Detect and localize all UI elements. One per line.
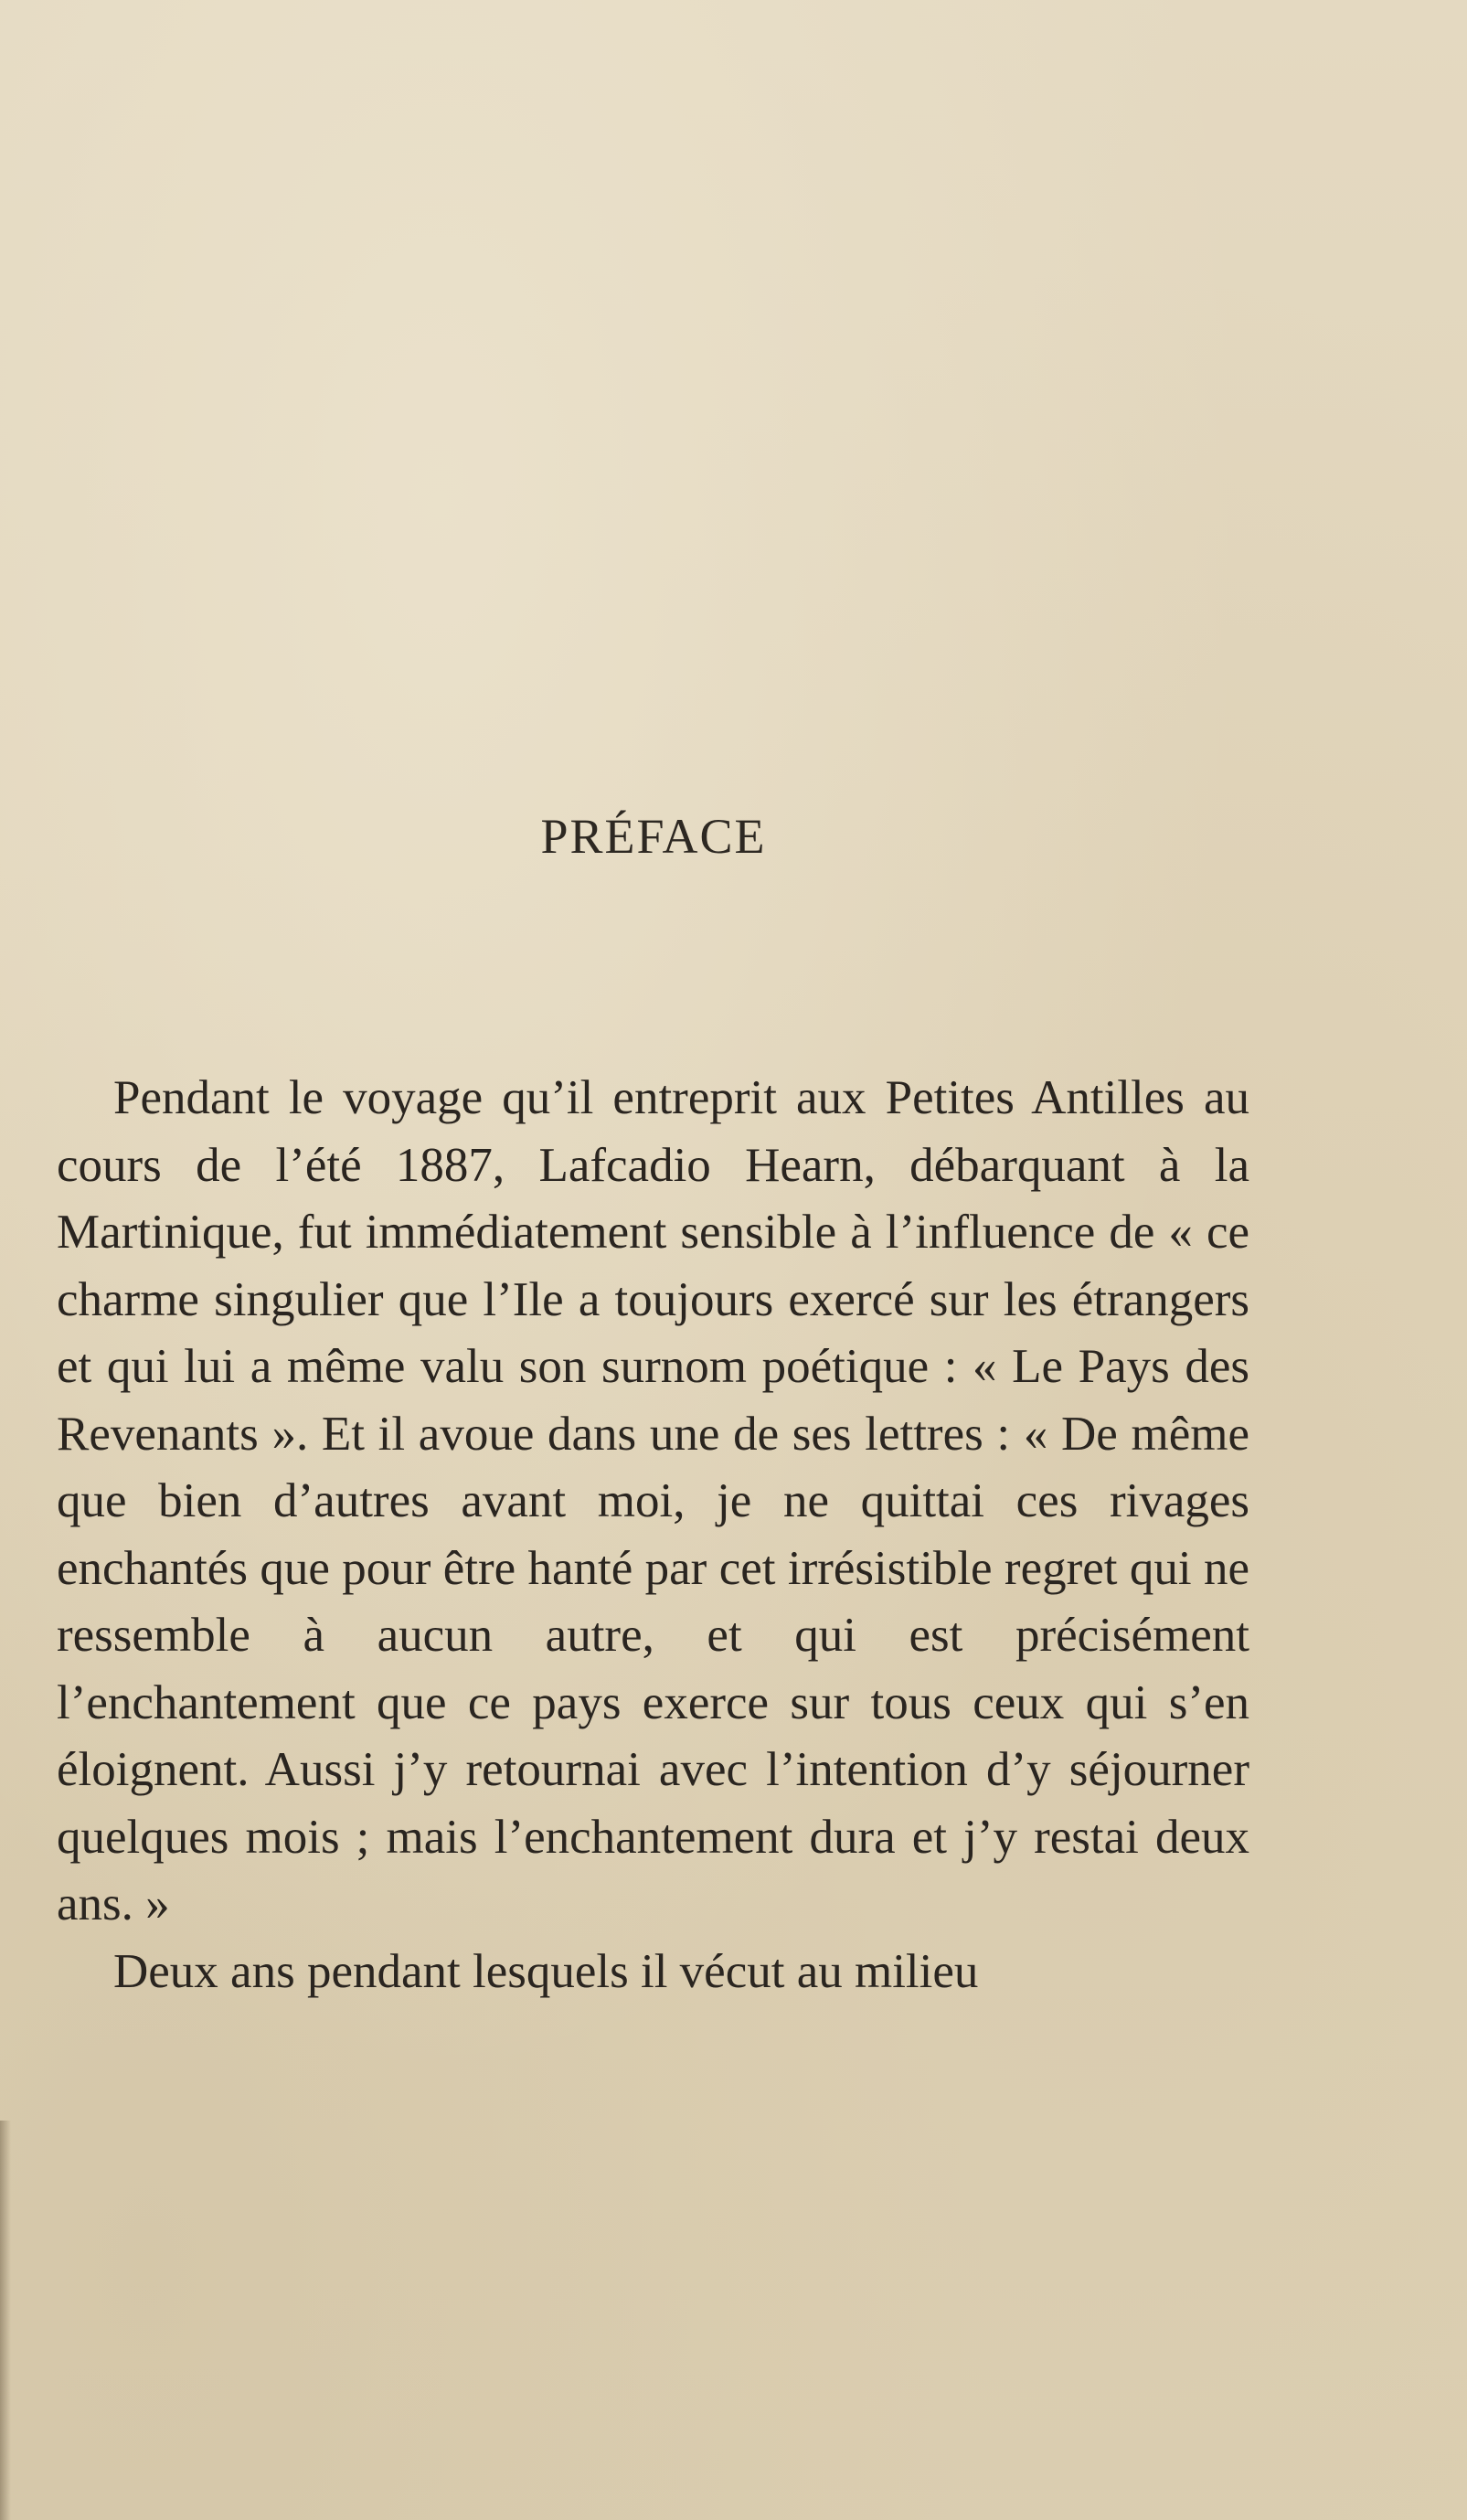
page-edge-shadow: [0, 2121, 11, 2520]
page-title: PRÉFACE: [540, 809, 767, 864]
paragraph-2: Deux ans pendant lesquels il vécut au milieu: [113, 1944, 979, 1998]
preface-body: [57, 1065, 1249, 2005]
paragraph-1: Pendant le voyage qu’il entreprit aux Petites Antilles au cours de l’été 1887, Lafcadio Hearn, débarquant à la Martinique, fut immédiatement sensible à l’influence de « ce charme singulier que l’Ile a toujours exercé sur les étrangers et qui lui a même valu son surnom poétique : « Le Pays des Revenants ». Et il avoue dans une de ses lettres : « De même que bien d’autres avant moi, je ne quittai ces rivages enchantés que pour être hanté par cet irrésistible regret qui ne ressemble à aucun autre, et qui est précisément l’enchantement que ce pays exerce sur tous ceux qui s’en éloignent. Aussi j’y retournai avec l’intention d’y séjourner quelques mois ; mais l’enchantement dura et j’y restai deux ans. »: [57, 1071, 1249, 1930]
